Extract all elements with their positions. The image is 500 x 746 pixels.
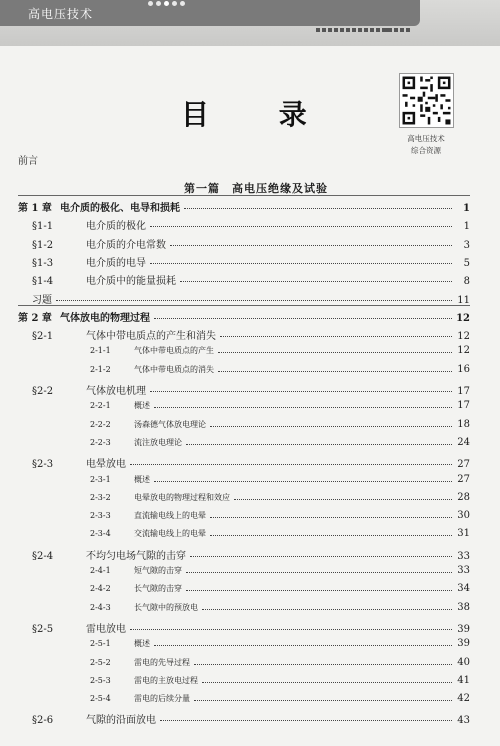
toc-entry-sec[interactable] bbox=[32, 254, 470, 269]
toc-entry-page: 24 bbox=[457, 437, 470, 448]
toc-entry-sub[interactable] bbox=[90, 364, 470, 375]
toc-leader-dots bbox=[218, 352, 452, 353]
toc-entry-number: 2-4-2 bbox=[90, 584, 111, 593]
toc-entry-label: 气体中带电质点的产生和消失 bbox=[86, 331, 216, 342]
toc-entry-sub[interactable] bbox=[90, 657, 470, 668]
toc-entry-label: 电介质中的能量损耗 bbox=[86, 276, 176, 287]
decorative-square bbox=[340, 28, 344, 32]
page-header-strip bbox=[0, 0, 420, 26]
toc-entry-number: §2-4 bbox=[32, 551, 54, 562]
toc-leader-dots bbox=[194, 700, 452, 701]
toc-entry-label: 直流输电线上的电晕 bbox=[134, 511, 206, 520]
toc-entry-sec[interactable] bbox=[32, 711, 470, 726]
toc-leader-dots bbox=[202, 682, 452, 683]
toc-entry-number: §1-4 bbox=[32, 276, 54, 287]
toc-entry-label: 长气隙中的预放电 bbox=[134, 603, 198, 612]
toc-entry-label: 流注放电理论 bbox=[134, 438, 182, 447]
decorative-square bbox=[400, 28, 404, 32]
decorative-dot bbox=[172, 1, 177, 6]
toc-entry-label: 汤森德气体放电理论 bbox=[134, 420, 206, 429]
toc-entry-page: 12 bbox=[457, 331, 470, 342]
toc-entry-page: 12 bbox=[457, 345, 470, 356]
qr-caption-line: 高电压技术 bbox=[407, 134, 445, 143]
toc-entry-sub[interactable] bbox=[90, 510, 470, 521]
toc-entry-label: 电晕放电的物理过程和效应 bbox=[134, 493, 230, 502]
toc-leader-dots bbox=[218, 371, 452, 372]
book-title-header: 高电压技术 bbox=[28, 7, 94, 21]
toc-entry-sec[interactable] bbox=[32, 327, 470, 342]
decorative-square bbox=[352, 28, 356, 32]
toc-leader-dots bbox=[160, 720, 452, 721]
toc-entry-sub[interactable] bbox=[90, 693, 470, 704]
toc-preface-entry[interactable]: 前言 bbox=[18, 156, 38, 167]
toc-heading: 目 录 bbox=[181, 98, 337, 131]
toc-entry-label: 概述 bbox=[134, 475, 150, 484]
toc-entry-sub[interactable] bbox=[90, 492, 470, 503]
toc-entry-label: 电介质的极化、电导和损耗 bbox=[60, 203, 180, 214]
toc-leader-dots bbox=[190, 556, 452, 557]
toc-entry-page: 27 bbox=[457, 474, 470, 485]
toc-entry-page: 43 bbox=[457, 715, 470, 726]
toc-entry-number: 2-1-2 bbox=[90, 365, 111, 374]
toc-entry-label: 电介质的极化 bbox=[86, 221, 146, 232]
toc-leader-dots bbox=[184, 208, 452, 209]
toc-leader-dots bbox=[194, 664, 452, 665]
toc-entry-sec[interactable] bbox=[32, 236, 470, 251]
decorative-square bbox=[364, 28, 368, 32]
toc-leader-dots bbox=[154, 407, 452, 408]
toc-entry-number: §2-6 bbox=[32, 715, 54, 726]
toc-entry-page: 40 bbox=[457, 657, 470, 668]
toc-entry-label: 气体中带电质点的消失 bbox=[134, 365, 214, 374]
toc-entry-number: 2-5-4 bbox=[90, 694, 111, 703]
toc-leader-dots bbox=[186, 590, 452, 591]
decorative-square bbox=[334, 28, 338, 32]
toc-entry-number: 2-2-1 bbox=[90, 401, 111, 410]
toc-entry-page: 31 bbox=[457, 528, 470, 539]
toc-entry-ch[interactable] bbox=[18, 309, 470, 324]
toc-entry-sub[interactable] bbox=[90, 602, 470, 613]
toc-entry-label: 短气隙的击穿 bbox=[134, 566, 182, 575]
toc-entry-page: 33 bbox=[457, 565, 470, 576]
toc-leader-dots bbox=[150, 263, 452, 264]
toc-entry-number: 2-3-2 bbox=[90, 493, 111, 502]
toc-entry-label: 雷电放电 bbox=[86, 624, 126, 635]
toc-leader-dots bbox=[202, 609, 452, 610]
toc-entry-number: 2-3-3 bbox=[90, 511, 111, 520]
toc-entry-label: 气体放电机理 bbox=[86, 386, 146, 397]
qr-code[interactable] bbox=[399, 73, 454, 128]
toc-entry-sec[interactable] bbox=[32, 547, 470, 562]
decorative-square bbox=[386, 28, 390, 32]
toc-entry-page: 3 bbox=[463, 240, 470, 251]
toc-entry-number: 2-4-3 bbox=[90, 603, 111, 612]
toc-leader-dots bbox=[220, 336, 452, 337]
toc-entry-number: §1-1 bbox=[32, 221, 54, 232]
toc-entry-page: 39 bbox=[457, 624, 470, 635]
toc-entry-page: 18 bbox=[457, 419, 470, 430]
toc-entry-number: 2-2-3 bbox=[90, 438, 111, 447]
toc-entry-number: §2-1 bbox=[32, 331, 54, 342]
toc-entry-page: 11 bbox=[457, 295, 470, 306]
toc-entry-page: 16 bbox=[457, 364, 470, 375]
toc-leader-dots bbox=[210, 426, 452, 427]
decorative-square bbox=[358, 28, 362, 32]
toc-entry-page: 39 bbox=[457, 638, 470, 649]
toc-leader-dots bbox=[150, 226, 452, 227]
toc-leader-dots bbox=[154, 645, 452, 646]
toc-entry-sec[interactable] bbox=[32, 272, 470, 287]
toc-entry-label: 习题 bbox=[32, 295, 52, 306]
toc-leader-dots bbox=[56, 300, 452, 301]
toc-entry-label: 气体中带电质点的产生 bbox=[134, 346, 214, 355]
toc-entry-sub[interactable] bbox=[90, 345, 470, 356]
toc-leader-dots bbox=[154, 481, 452, 482]
chapter-rule bbox=[18, 305, 470, 306]
decorative-dot bbox=[148, 1, 153, 6]
toc-entry-page: 5 bbox=[463, 258, 470, 269]
toc-leader-dots bbox=[186, 572, 452, 573]
toc-entry-label: 雷电的主放电过程 bbox=[134, 676, 198, 685]
decorative-square bbox=[322, 28, 326, 32]
toc-entry-ch[interactable] bbox=[18, 199, 470, 214]
qr-code-icon bbox=[400, 74, 453, 127]
toc-entry-label: 长气隙的击穿 bbox=[134, 584, 182, 593]
toc-leader-dots bbox=[170, 245, 452, 246]
toc-entry-page: 30 bbox=[457, 510, 470, 521]
toc-entry-label: 概述 bbox=[134, 401, 150, 410]
toc-entry-label: 不均匀电场气隙的击穿 bbox=[86, 551, 186, 562]
decorative-square bbox=[406, 28, 410, 32]
toc-entry-sec[interactable] bbox=[32, 382, 470, 397]
qr-caption-line: 综合资源 bbox=[411, 146, 441, 155]
toc-entry-label: 电晕放电 bbox=[86, 459, 126, 470]
toc-entry-sub[interactable] bbox=[90, 528, 470, 539]
toc-entry-page: 33 bbox=[457, 551, 470, 562]
decorative-dot bbox=[180, 1, 185, 6]
toc-entry-sub[interactable] bbox=[90, 583, 470, 594]
decorative-dot bbox=[156, 1, 161, 6]
toc-entry-sub[interactable] bbox=[90, 675, 470, 686]
toc-entry-number: §1-2 bbox=[32, 240, 54, 251]
decorative-dots bbox=[148, 1, 185, 6]
toc-entry-sub[interactable] bbox=[90, 565, 470, 576]
toc-entry-label: 电介质的电导 bbox=[86, 258, 146, 269]
toc-entry-number: 第 1 章 bbox=[18, 203, 52, 214]
toc-leader-dots bbox=[130, 464, 452, 465]
toc-entry-number: 2-5-2 bbox=[90, 658, 111, 667]
toc-leader-dots bbox=[150, 391, 452, 392]
toc-entry-sec[interactable] bbox=[32, 455, 470, 470]
toc-entry-label: 雷电的后续分量 bbox=[134, 694, 190, 703]
toc-entry-ex[interactable] bbox=[32, 291, 470, 306]
toc-entry-sub[interactable] bbox=[90, 437, 470, 448]
toc-entry-page: 27 bbox=[457, 459, 470, 470]
toc-entry-sec[interactable] bbox=[32, 217, 470, 232]
toc-entry-label: 雷电的先导过程 bbox=[134, 658, 190, 667]
toc-entry-page: 17 bbox=[457, 400, 470, 411]
toc-entry-number: §1-3 bbox=[32, 258, 54, 269]
decorative-square bbox=[328, 28, 332, 32]
toc-entry-page: 41 bbox=[457, 675, 470, 686]
toc-entry-label: 气体放电的物理过程 bbox=[60, 313, 150, 324]
decorative-squares bbox=[316, 28, 410, 32]
toc-entry-number: §2-5 bbox=[32, 624, 54, 635]
toc-entry-number: §2-2 bbox=[32, 386, 54, 397]
toc-entry-page: 8 bbox=[463, 276, 470, 287]
toc-entry-number: §2-3 bbox=[32, 459, 54, 470]
toc-entry-sub[interactable] bbox=[90, 400, 470, 411]
decorative-square bbox=[370, 28, 374, 32]
toc-entry-page: 34 bbox=[457, 583, 470, 594]
toc-leader-dots bbox=[234, 499, 452, 500]
toc-entry-sub[interactable] bbox=[90, 474, 470, 485]
toc-entry-page: 38 bbox=[457, 602, 470, 613]
chapter-rule bbox=[18, 195, 470, 196]
toc-leader-dots bbox=[186, 444, 452, 445]
part-heading: 第一篇 高电压绝缘及试验 bbox=[184, 182, 328, 195]
toc-leader-dots bbox=[130, 629, 452, 630]
toc-entry-number: 2-4-1 bbox=[90, 566, 111, 575]
toc-entry-page: 1 bbox=[463, 221, 470, 232]
decorative-square bbox=[394, 28, 398, 32]
decorative-square bbox=[316, 28, 320, 32]
toc-entry-number: 2-2-2 bbox=[90, 420, 111, 429]
toc-entry-sub[interactable] bbox=[90, 638, 470, 649]
toc-entry-number: 2-1-1 bbox=[90, 346, 111, 355]
toc-entry-page: 1 bbox=[463, 203, 470, 214]
toc-leader-dots bbox=[154, 318, 452, 319]
toc-entry-number: 第 2 章 bbox=[18, 313, 52, 324]
decorative-square bbox=[346, 28, 350, 32]
toc-leader-dots bbox=[210, 517, 452, 518]
toc-entry-number: 2-5-3 bbox=[90, 676, 111, 685]
toc-entry-sub[interactable] bbox=[90, 419, 470, 430]
toc-leader-dots bbox=[210, 535, 452, 536]
toc-entry-page: 12 bbox=[456, 313, 470, 324]
toc-entry-label: 电介质的介电常数 bbox=[86, 240, 166, 251]
toc-entry-label: 概述 bbox=[134, 639, 150, 648]
toc-entry-label: 气隙的沿面放电 bbox=[86, 715, 156, 726]
toc-entry-page: 42 bbox=[457, 693, 470, 704]
toc-entry-number: 2-3-1 bbox=[90, 475, 111, 484]
toc-leader-dots bbox=[180, 281, 452, 282]
toc-entry-number: 2-5-1 bbox=[90, 639, 111, 648]
toc-entry-page: 28 bbox=[457, 492, 470, 503]
toc-entry-sec[interactable] bbox=[32, 620, 470, 635]
toc-entry-label: 交流输电线上的电晕 bbox=[134, 529, 206, 538]
decorative-dot bbox=[164, 1, 169, 6]
toc-entry-number: 2-3-4 bbox=[90, 529, 111, 538]
decorative-square bbox=[376, 28, 380, 32]
toc-entry-page: 17 bbox=[457, 386, 470, 397]
qr-caption bbox=[388, 133, 464, 157]
